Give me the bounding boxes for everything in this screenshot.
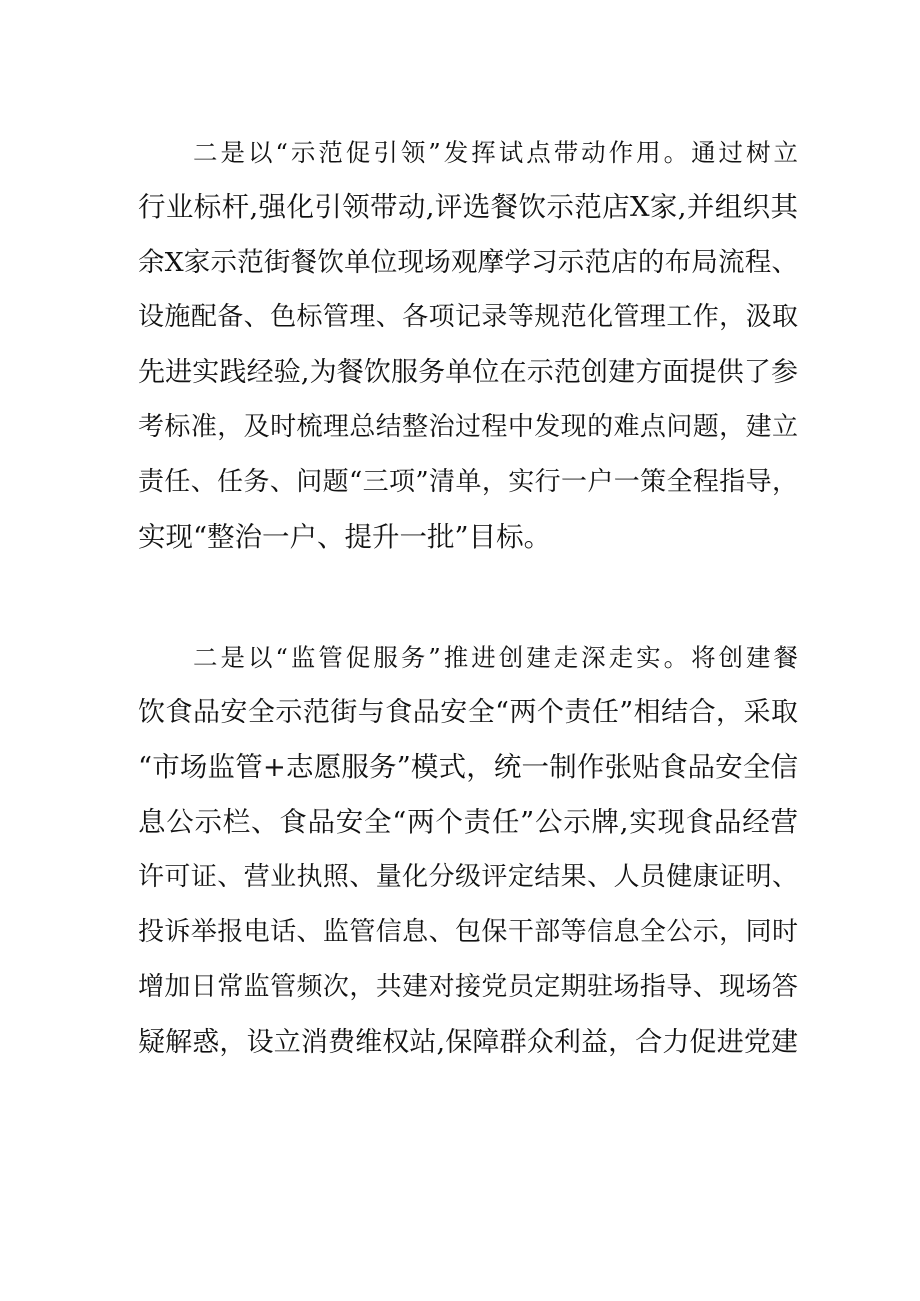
paragraph-supervision bbox=[138, 630, 798, 1070]
text-line: 先进实践经验,为餐饮服务单位在示范创建方面提供了参 bbox=[138, 357, 798, 388]
text-line: 增加日常监管频次，共建对接党员定期驻场指导、现场答 bbox=[138, 972, 798, 1002]
text-line: “市场监管+志愿服务”模式，统一制作张贴食品安全信 bbox=[138, 751, 798, 783]
text-line: 设施配备、色标管理、各项记录等规范化管理工作，汲取 bbox=[138, 302, 798, 332]
text-line: 许可证、营业执照、量化分级评定结果、人员健康证明、 bbox=[138, 862, 798, 892]
text-line: 投诉举报电话、监管信息、包保干部等信息全公示，同时 bbox=[138, 917, 798, 947]
text-line: 二是以“监管促服务”推进创建走深走实。将创建餐 bbox=[193, 643, 798, 672]
text-line: 责任、任务、问题“三项”清单，实行一户一策全程指导， bbox=[138, 467, 798, 497]
text-line: 二是以“示范促引领”发挥试点带动作用。通过树立 bbox=[193, 138, 798, 167]
text-line: 饮食品安全示范街与食品安全“两个责任”相结合，采取 bbox=[138, 697, 798, 728]
text-line: 息公示栏、食品安全“两个责任”公示牌,实现食品经营 bbox=[138, 806, 798, 838]
text-line: 考标准，及时梳理总结整治过程中发现的难点问题，建立 bbox=[138, 412, 798, 442]
paragraph-demonstration bbox=[138, 125, 798, 565]
text-line: 余X家示范街餐饮单位现场观摩学习示范店的布局流程、 bbox=[138, 247, 798, 278]
text-line: 疑解惑，设立消费维权站,保障群众利益，合力促进党建 bbox=[138, 1027, 798, 1058]
text-line: 行业标杆,强化引领带动,评选餐饮示范店X家,并组织其 bbox=[138, 191, 798, 223]
text-line: 实现“整治一户、提升一批”目标。 bbox=[138, 521, 552, 553]
